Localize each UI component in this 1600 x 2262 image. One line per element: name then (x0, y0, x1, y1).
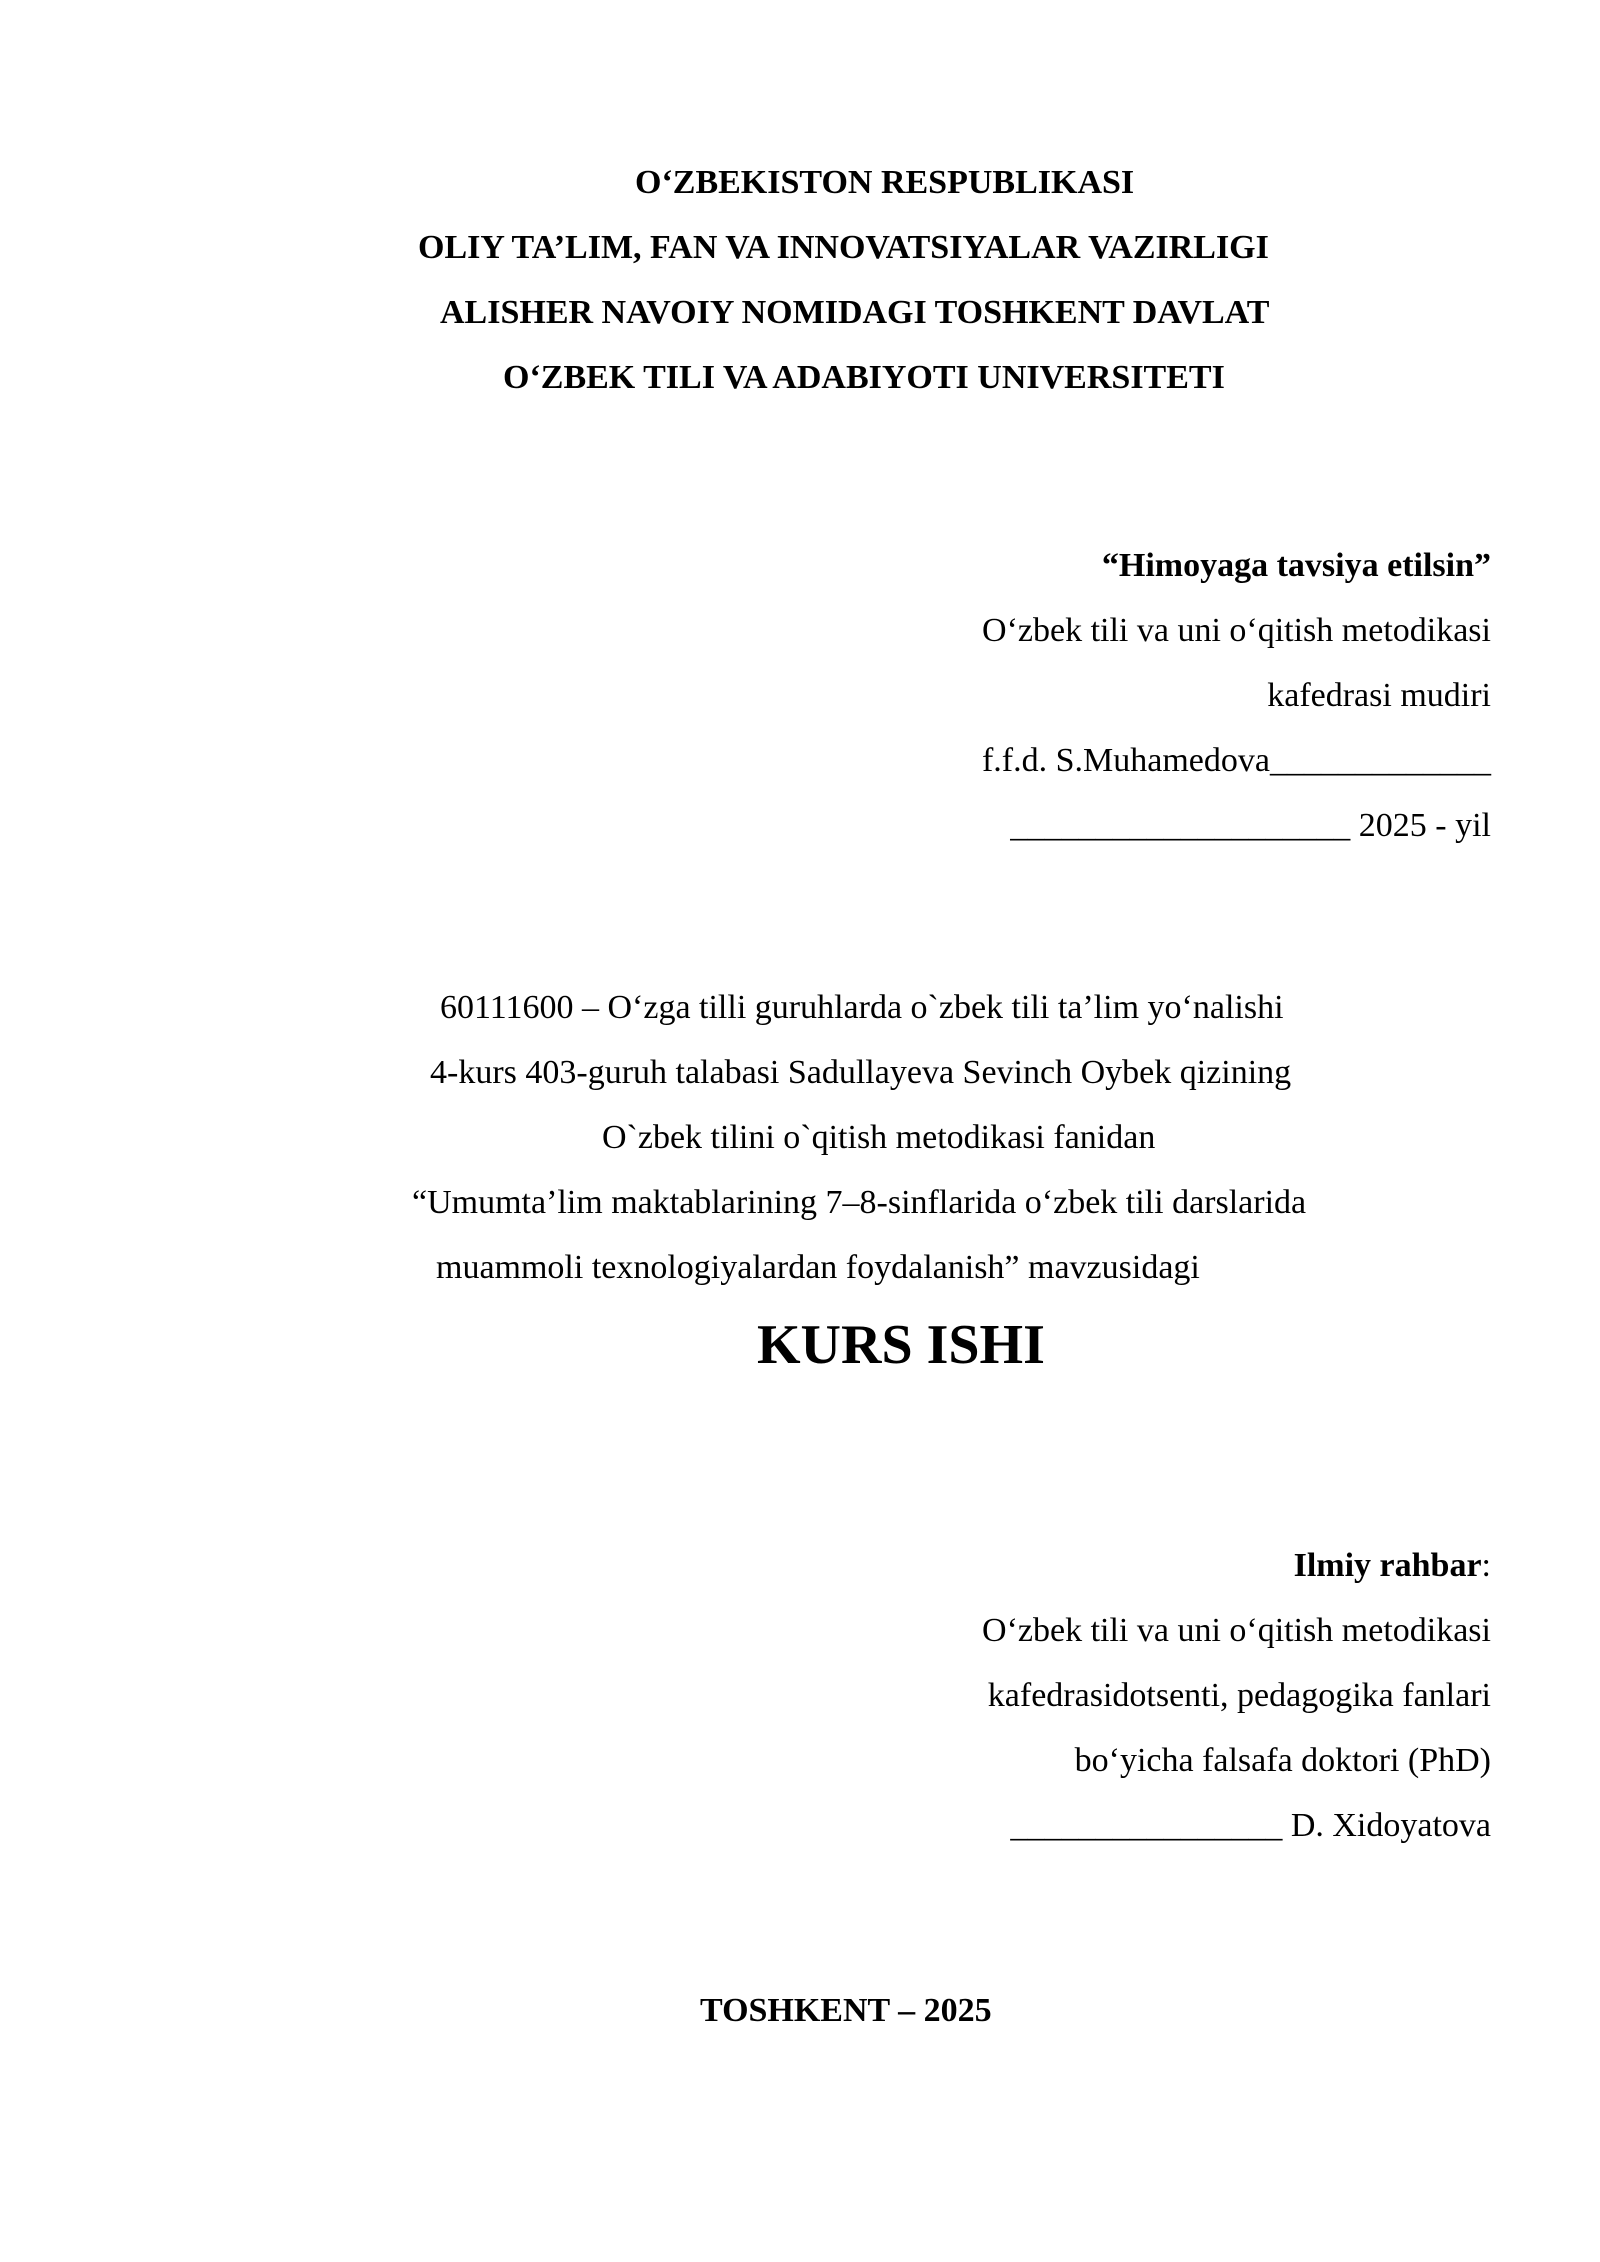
header-line-republic: O‘ZBEKISTON RESPUBLIKASI (635, 164, 1135, 201)
work-description (0, 975, 1600, 1300)
header-line-university-type: O‘ZBEK TILI VA ADABIYOTI UNIVERSITETI (503, 359, 1225, 396)
supervisor-department: O‘zbek tili va uni o‘qitish metodikasi (982, 1612, 1491, 1649)
description-line-subject: O`zbek tilini o`qitish metodikasi fanidan (602, 1119, 1156, 1156)
supervisor-title-colon: : (1481, 1547, 1491, 1584)
approval-title: “Himoyaga tavsiya etilsin” (1101, 547, 1491, 584)
description-line-topic-start: “Umumta’lim maktablarining 7–8-sinflarida o‘zbek tili darslarida (412, 1184, 1307, 1221)
document-title-text: KURS ISHI (757, 1314, 1045, 1376)
supervisor-heading (982, 1533, 1491, 1598)
footer-text: TOSHKENT – 2025 (700, 1992, 992, 2029)
supervisor-degree: bo‘yicha falsafa doktori (PhD) (1074, 1742, 1491, 1779)
approval-block (982, 533, 1491, 858)
supervisor-title: Ilmiy rahbar (1293, 1547, 1482, 1584)
approval-position: kafedrasi mudiri (1267, 677, 1491, 714)
approval-date: ____________________ 2025 - yil (1010, 807, 1491, 844)
header-line-ministry: OLIY TA’LIM, FAN VA INNOVATSIYALAR VAZIRLIGI (418, 229, 1269, 266)
supervisor-signature: ________________ D. Xidoyatova (1010, 1807, 1491, 1844)
description-line-student: 4-kurs 403-guruh talabasi Sadullayeva Sevinch Oybek qizining (430, 1054, 1292, 1091)
supervisor-block (982, 1533, 1491, 1858)
approval-signature: f.f.d. S.Muhamedova_____________ (981, 742, 1491, 779)
approval-department: O‘zbek tili va uni o‘qitish metodikasi (982, 612, 1491, 649)
header-line-university-name: ALISHER NAVOIY NOMIDAGI TOSHKENT DAVLAT (440, 294, 1270, 331)
document-title (0, 1305, 1600, 1385)
description-line-direction: 60111600 – O‘zga tilli guruhlarda o`zbek tili ta’lim yo‘nalishi (440, 989, 1284, 1026)
supervisor-position: kafedrasidotsenti, pedagogika fanlari (987, 1677, 1491, 1714)
university-header (0, 150, 1600, 410)
description-line-topic-end: muammoli texnologiyalardan foydalanish” mavzusidagi (436, 1249, 1200, 1286)
footer-city-year (0, 1978, 1600, 2043)
